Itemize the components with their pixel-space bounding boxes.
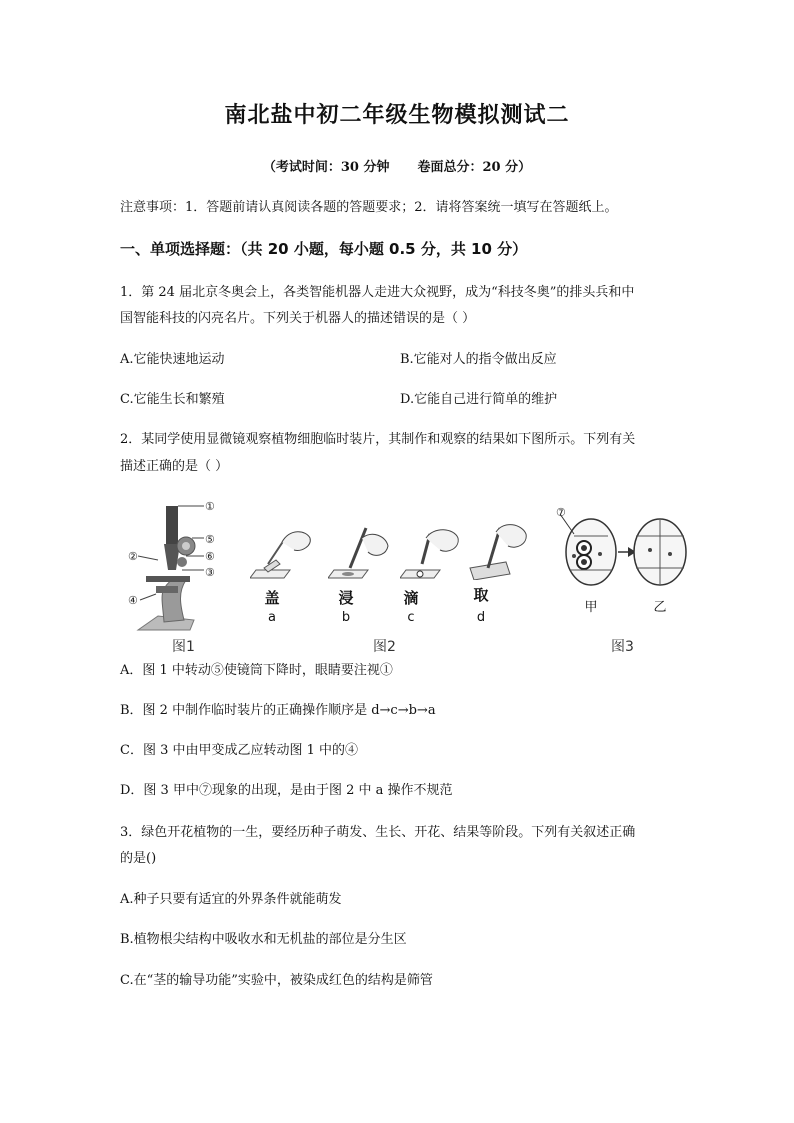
slide-step-cover-illustration: [250, 520, 320, 580]
cell-view-figure: [556, 506, 692, 588]
q3-stem-line2: 的是(): [120, 851, 157, 866]
fig1-caption: 图1: [172, 639, 195, 655]
notice: 注意事项：1．答题前请认真阅读各题的答题要求；2．请将答案统一填写在答题纸上。: [120, 200, 618, 215]
q2-option-d: D．图 3 甲中⑦现象的出现，是由于图 2 中 a 操作不规范: [120, 783, 453, 798]
fig2-step-c-word: 滴: [403, 589, 419, 607]
slide-step-drop-illustration: [400, 520, 470, 580]
exam-time: （考试时间：30 分钟: [262, 160, 390, 175]
q2-stem-line1: 2．某同学使用显微镜观察植物细胞临时装片，其制作和观察的结果如下图所示。下列有关: [120, 432, 636, 447]
fig1-label-5: ⑤: [205, 533, 215, 546]
q2-option-b: B．图 2 中制作临时装片的正确操作顺序是 d→c→b→a: [120, 703, 436, 718]
microscope-figure: [118, 498, 230, 636]
q1-stem-line2: 国智能科技的闪亮名片。下列关于机器人的描述错误的是（ ）: [120, 311, 476, 326]
fig3-caption: 图3: [611, 639, 634, 655]
fig1-label-6: ⑥: [205, 550, 215, 563]
page-title: 南北盐中初二年级生物模拟测试二: [224, 103, 570, 128]
q3-option-b: B.植物根尖结构中吸收水和无机盐的部位是分生区: [120, 932, 407, 947]
fig3-jia-label: 甲: [584, 600, 598, 615]
fig2-step-d-letter: d: [476, 610, 486, 625]
slide-step-take-illustration: [466, 518, 536, 580]
q2-option-c: C．图 3 中由甲变成乙应转动图 1 中的④: [120, 743, 359, 758]
fig1-label-4: ④: [128, 594, 138, 607]
q3-option-c: C.在“茎的输导功能”实验中，被染成红色的结构是筛管: [120, 973, 433, 988]
fig1-label-2: ②: [128, 550, 138, 563]
exam-score: 卷面总分：20 分）: [417, 160, 532, 175]
q1-option-c: C.它能生长和繁殖: [120, 392, 225, 407]
q3-stem-line1: 3．绿色开花植物的一生，要经历种子萌发、生长、开花、结果等阶段。下列有关叙述正确: [120, 825, 636, 840]
fig2-step-b-word: 浸: [338, 589, 354, 607]
fig3-label-7: ⑦: [556, 506, 566, 519]
q1-option-a: A.它能快速地运动: [120, 352, 225, 367]
q1-stem-line1: 1．第 24 届北京冬奥会上，各类智能机器人走进大众视野，成为“科技冬奥”的排头兵和中: [120, 285, 635, 300]
q2-option-a: A．图 1 中转动⑤使镜筒下降时，眼睛要注视①: [120, 663, 393, 678]
fig1-label-3: ③: [205, 566, 215, 579]
exam-info: [0, 156, 794, 175]
q1-option-b: B.它能对人的指令做出反应: [400, 352, 557, 367]
fig2-step-b-letter: b: [341, 610, 351, 625]
fig3-yi-label: 乙: [653, 600, 667, 615]
fig2-step-a-word: 盖: [264, 589, 280, 607]
slide-step-stain-illustration: [328, 520, 398, 580]
fig2-step-a-letter: a: [268, 610, 276, 625]
q2-stem-line2: 描述正确的是（ ）: [120, 459, 229, 474]
q3-option-a: A.种子只要有适宜的外界条件就能萌发: [120, 892, 342, 907]
section-heading: 一、单项选择题：（共 20 小题，每小题 0.5 分，共 10 分）: [120, 240, 528, 258]
fig2-caption: 图2: [373, 639, 396, 655]
q1-option-d: D.它能自己进行简单的维护: [400, 392, 558, 407]
fig1-label-1: ①: [205, 500, 215, 513]
fig2-step-d-word: 取: [473, 586, 489, 604]
fig2-step-c-letter: c: [407, 610, 415, 625]
